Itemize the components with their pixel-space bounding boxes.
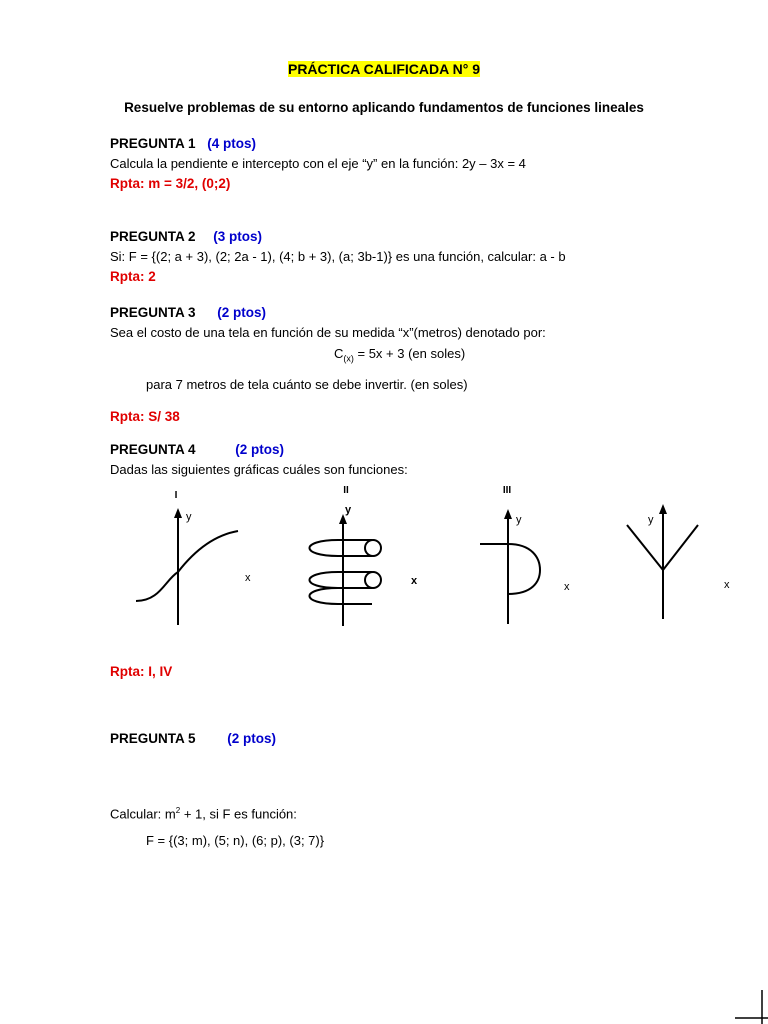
graph-4-x-label: x (724, 579, 730, 591)
question-3-header (110, 305, 266, 320)
graph-3-roman: III (502, 485, 512, 496)
question-3-text: Sea el costo de una tela en función de su medida “x”(metros) denotado por: (110, 325, 546, 340)
question-3-text-2: para 7 metros de tela cuánto se debe invertir. (en soles) (146, 377, 468, 392)
question-2-points: (3 ptos) (213, 229, 263, 244)
question-2-text: Si: F = {(2; a + 3), (2; 2a - 1), (4; b + 3), (a; 3b-1)} es una función, calcular: a - b (110, 249, 566, 264)
graph-4 (627, 508, 698, 619)
question-4-points: (2 ptos) (235, 442, 285, 457)
graph-2-right-loop-1 (365, 540, 381, 556)
graph-2-roman: II (343, 485, 349, 496)
graph-3-arrow-icon (504, 509, 512, 519)
graph-3 (480, 513, 540, 624)
graph-4-arrow-icon (659, 504, 667, 514)
graph-1 (136, 512, 238, 625)
function-graphs (0, 480, 768, 630)
graph-2-left-loops (310, 540, 339, 604)
question-2-answer: Rpta: 2 (110, 269, 156, 284)
graph-2 (310, 518, 382, 626)
graph-3-curve (480, 544, 540, 594)
graph-3-x-label: x (564, 581, 570, 593)
graph-1-roman: I (174, 490, 178, 501)
graph-3-y-label: y (516, 514, 522, 526)
question-5-text: Calcular: $m^2 + 1$, si F es función: (110, 806, 297, 822)
question-2-header (110, 229, 262, 244)
page-corner-mark (735, 990, 768, 1024)
question-3-label: PREGUNTA 3 (110, 305, 196, 320)
graph-1-curve (136, 531, 238, 601)
page-subtitle: Resuelve problemas de su entorno aplicando fundamentos de funciones lineales (124, 100, 644, 115)
graph-4-y-label: y (648, 514, 654, 526)
question-2-label: PREGUNTA 2 (110, 229, 196, 244)
question-4-answer: Rpta: I, IV (110, 664, 173, 679)
question-5-formula: F = {(3; m), (5; n), (6; p), (3; 7)} (146, 833, 325, 848)
graph-1-y-label: y (186, 511, 192, 523)
question-3-points: (2 ptos) (217, 305, 267, 320)
question-1-header (110, 136, 256, 151)
graph-2-right-loop-2 (365, 572, 381, 588)
question-5-points: (2 ptos) (227, 731, 277, 746)
question-5-label: PREGUNTA 5 (110, 731, 196, 746)
graph-2-y-label: y (345, 504, 352, 516)
cost-formula: $C_{(x)} = 5x + 3$ (en soles) (334, 346, 466, 364)
graph-2-x-label: x (411, 575, 418, 587)
graph-1-x-label: x (245, 572, 251, 584)
question-5-header (110, 731, 276, 746)
graph-1-arrow-icon (174, 508, 182, 518)
question-1-text: Calcula la pendiente e intercepto con el eje “y” en la función: 2y – 3x = 4 (110, 156, 526, 171)
question-4-text: Dadas las siguientes gráficas cuáles son funciones: (110, 462, 408, 477)
page-title: PRÁCTICA CALIFICADA N° 9 (287, 61, 480, 77)
question-3-answer: Rpta: S/ 38 (110, 409, 180, 424)
question-4-header (110, 442, 284, 457)
question-1-points: (4 ptos) (207, 136, 257, 151)
question-1-label: PREGUNTA 1 (110, 136, 196, 151)
question-1-answer: Rpta: m = 3/2, (0;2) (110, 176, 231, 191)
question-4-label: PREGUNTA 4 (110, 442, 196, 457)
